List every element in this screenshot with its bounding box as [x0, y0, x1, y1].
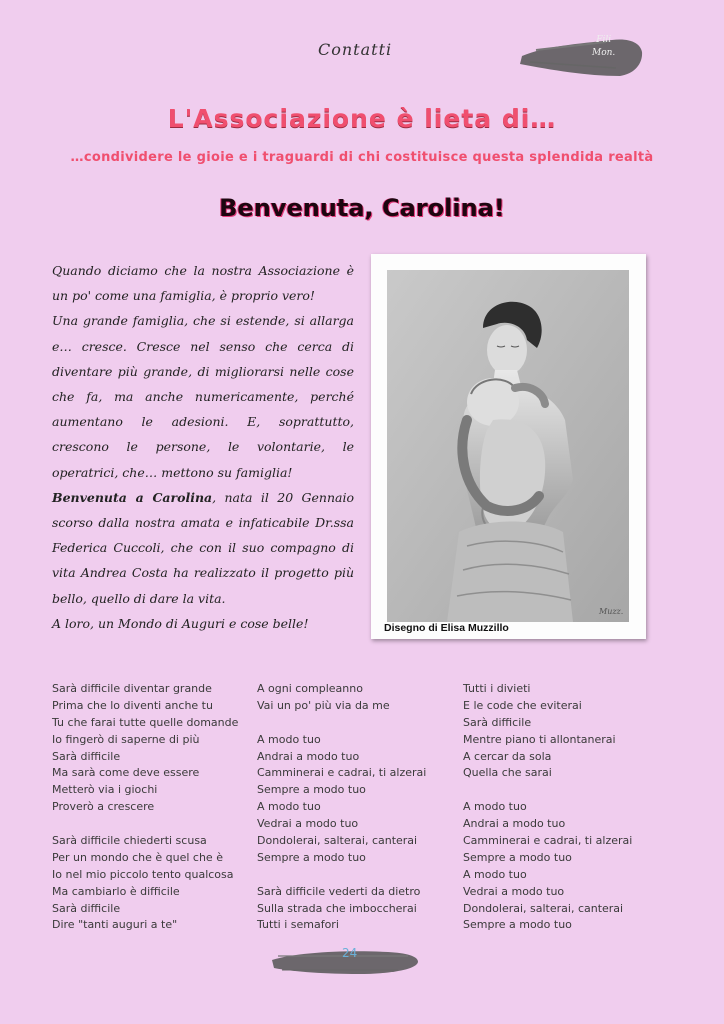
poem-line: Io nel mio piccolo tento qualcosa	[52, 867, 234, 881]
poem-line: Sulla strada che imboccherai	[257, 901, 417, 915]
poem-line: Andrai a modo tuo	[463, 817, 566, 831]
page-subtitle: …condividere le gioie e i traguardi di chi costituisce questa splendida realtà	[70, 150, 654, 165]
poem-line: Vai un po' più via da me	[257, 698, 390, 712]
poem-line: Sempre a modo tuo	[257, 783, 366, 797]
poem-line: E le code che eviterai	[463, 698, 582, 712]
poem-line: Quella che sarai	[463, 766, 552, 780]
poem-line: Metterò via i giochi	[52, 783, 158, 797]
poem-line: Sarà difficile	[463, 715, 532, 729]
poem-line: Vedrai a modo tuo	[463, 884, 565, 898]
poem-line: Dire "tanti auguri a te"	[52, 918, 178, 932]
poem-line: Sarà difficile vederti da dietro	[257, 884, 421, 898]
poem-line: Prima che lo diventi anche tu	[52, 698, 213, 712]
poem-line: Camminerai e cadrai, ti alzerai	[463, 834, 633, 848]
poem-line	[257, 867, 426, 884]
poem-line: Sempre a modo tuo	[257, 850, 366, 864]
welcome-heading: Benvenuta, Carolina!	[219, 194, 505, 222]
poem-line: Tu che farai tutte quelle domande	[52, 715, 239, 729]
poem-line: Andrai a modo tuo	[257, 749, 360, 763]
poem-line	[52, 816, 238, 833]
section-header: Contatti	[318, 40, 393, 59]
poem-line: A modo tuo	[257, 732, 321, 746]
poem-column-1	[52, 681, 238, 934]
poem-line: Mentre piano ti allontanerai	[463, 732, 616, 746]
page-number: 24	[342, 946, 358, 960]
drawing-frame	[371, 254, 646, 639]
poem-line: A cercar da sola	[463, 749, 552, 763]
poem-line: A ogni compleanno	[257, 682, 363, 695]
poem-line: Sarà difficile diventar grande	[52, 682, 212, 695]
poem-line: Tutti i semafori	[257, 918, 339, 932]
article-bold-name: Benvenuta a Carolina	[52, 489, 213, 505]
poem-line: Io fingerò di saperne di più	[52, 732, 200, 746]
poem-line: A modo tuo	[257, 800, 321, 814]
article-paragraph: Quando diciamo che la nostra Associazione è un po' come una famiglia, è proprio vero!	[52, 263, 354, 304]
poem-line: Dondolerai, salterai, canterai	[463, 901, 624, 915]
poem-column-2	[257, 681, 426, 934]
article-paragraph: Benvenuta a Carolina, nata il 20 Gennaio scorso dalla nostra amata e infaticabile Dr.ssa Federica Cuccoli, che con il suo compagno di vita Andrea Costa ha realizzato il progetto più bello, quello di dare la vita.	[52, 489, 354, 606]
poem-line: Ma cambiarlo è difficile	[52, 884, 180, 898]
poem-line: Sarà difficile	[52, 749, 121, 763]
poem-line: Ma sarà come deve essere	[52, 766, 200, 780]
poem-line: Sempre a modo tuo	[463, 850, 572, 864]
poem-line	[257, 715, 426, 732]
poem-line	[463, 782, 632, 799]
article-paragraph: A loro, un Mondo di Auguri e cose belle!	[52, 615, 309, 631]
brush-stroke-decoration	[516, 32, 644, 78]
mother-and-child-drawing	[387, 270, 629, 622]
article-body	[52, 258, 354, 636]
poem-line: Vedrai a modo tuo	[257, 817, 359, 831]
poem-line: Sarà difficile	[52, 901, 121, 915]
poem-line: Tutti i divieti	[463, 682, 531, 695]
image-caption: Disegno di Elisa Muzzillo	[384, 622, 509, 634]
poem-line: Dondolerai, salterai, canterai	[257, 834, 418, 848]
brush-label: Fili Mon.	[592, 35, 616, 58]
poem-column-3	[463, 681, 632, 934]
article-paragraph: Una grande famiglia, che si estende, si allarga e… cresce. Cresce nel senso che cerca di diventare più grande, di migliorarsi nelle cose che fa, ma anche numericamente, perché aumentano le adesioni. E, soprattutto, crescono le persone, le volontarie, le operatrici, che… mettono su famiglia!	[52, 313, 354, 480]
poem-line: Per un mondo che è quel che è	[52, 850, 223, 864]
poem-line: Camminerai e cadrai, ti alzerai	[257, 766, 427, 780]
artist-signature: Muzz.	[599, 607, 624, 616]
poem-line: Sempre a modo tuo	[463, 918, 572, 932]
poem-line: Sarà difficile chiederti scusa	[52, 834, 207, 848]
page-title: L'Associazione è lieta di…	[167, 104, 557, 133]
poem-line: Proverò a crescere	[52, 800, 155, 814]
poem-line: A modo tuo	[463, 867, 527, 881]
poem-line: A modo tuo	[463, 800, 527, 814]
